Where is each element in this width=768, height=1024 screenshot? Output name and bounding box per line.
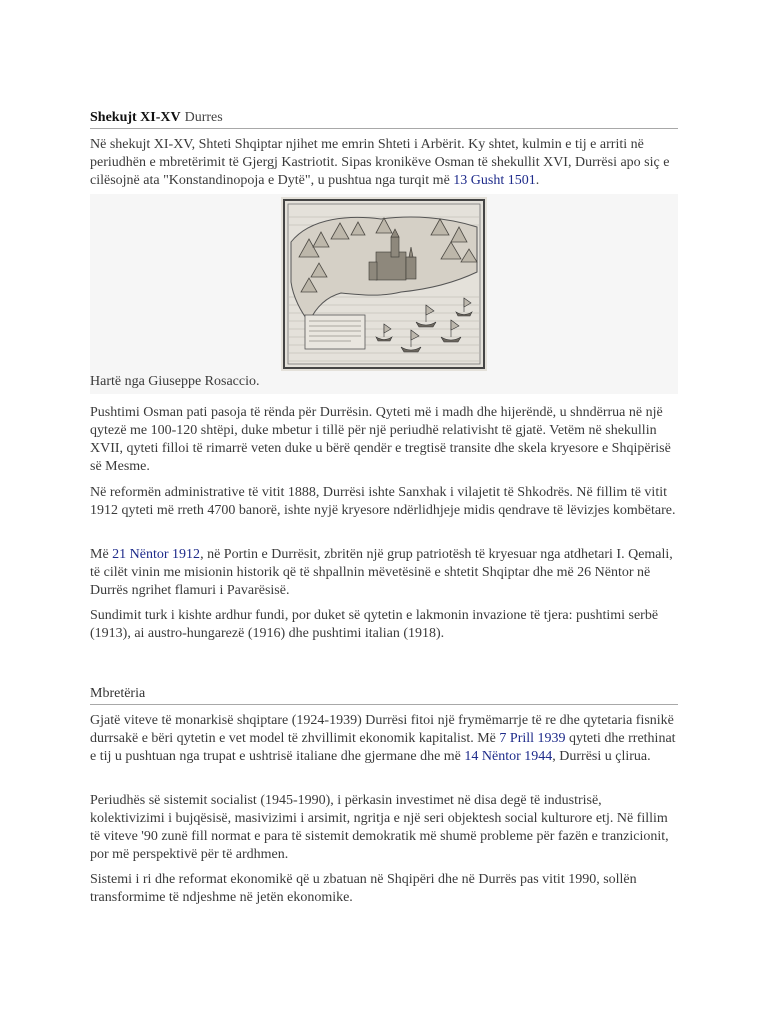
paragraph-text-end: . — [535, 173, 540, 188]
paragraph-economic-reform: Sistemi i ri dhe reformat ekonomikë që u zbatuan në Shqipëri dhe në Durrës pas vitit 1990, sollën transformime të ndjeshme në jetën ekonomike. — [90, 872, 637, 905]
link-7-prill-1939[interactable]: 7 Prill 1939 — [499, 731, 566, 746]
paragraph-ottoman-consequences: Pushtimi Osman pati pasoja të rënda për Durrësin. Qyteti më i madh dhe hijerëndë, u shndërrua në një qytezë me 100-120 shtëpi, duke mbetur i tillë për një periudhë relativisht të gjatë. Vetëm në shekullin XVII, qyteti filloi të rimarrë veten duke u bërë qendër e tregtisë transite dhe skela kryesore e Shqipërisë së Mesme. — [90, 405, 671, 474]
link-14-nentor-1944[interactable]: 14 Nëntor 1944 — [464, 749, 553, 764]
paragraph-independence — [90, 546, 678, 600]
paragraph-text: Në shekujt XI-XV, Shteti Shqiptar njihet me emrin Shteti i Arbërit. Ky shtet, kulmin e tij e arriti në periudhën e mbretërimit të Gjergj Kastriotit. Sipas kronikëve Osman të shekullit XVI, Durrësi apo siç e cilësojnë ata "Konstandinopoja e Dytë", u pushtua nga turqit më — [90, 137, 670, 188]
link-21-nentor-1912[interactable]: 21 Nëntor 1912 — [112, 547, 201, 562]
paragraph-monarchy — [90, 712, 678, 766]
section-heading-kingdom: Mbretëria — [90, 686, 678, 705]
paragraph-text-end: , Durrësi u çlirua. — [552, 749, 651, 764]
paragraph-text: Më — [90, 547, 113, 562]
paragraph-invasions: Sundimit turk i kishte ardhur fundi, por duket së qytetin e lakmonin invazione të tjera: pushtimi serbë (1913), ai austro-hungarezë (1916) dhe pushtimi italian (1918). — [90, 608, 659, 641]
figure-caption: Hartë nga Giuseppe Rosaccio. — [90, 374, 260, 389]
historic-map-icon — [281, 197, 487, 371]
paragraph-text: Gjatë viteve të monarkisë shqiptare (1924-1939) Durrësi fitoi një frymëmarrje të re dhe qytetaria fisnikë durrsakë e bëri qytetin e vet model të zhvillimit ekonomik kapitalist. Më — [90, 713, 674, 746]
section-title: Shekujt XI-XV — [90, 110, 181, 125]
paragraph-socialist-period: Periudhës së sistemit socialist (1945-1990), i përkasin investimet në disa degë të industrisë, kolektivizimi i bujqësisë, masivizimi i arsimit, ngritja e një seri objektesh social kulturore etj. Në fillim të viteve '90 zunë fill normat e para të sistemit demokratik më shumë probleme për fazën e tranzicionit, por më perspektivë për të ardhmen. — [90, 793, 669, 862]
section-location: Durres — [184, 110, 223, 125]
link-13-gusht-1501[interactable]: 13 Gusht 1501 — [453, 173, 536, 188]
section-heading-middle-ages — [90, 110, 678, 129]
paragraph-text-end: , në Portin e Durrësit, zbritën një grup patriotësh të kryesuar nga atdhetari I. Qemali, të cilët vinin me misionin historik që të shpallnin mëvetësinë e shtetit Shqiptar dhe më 26 Nëntor në Durrës ngrihet flamuri i Pavarësisë. — [90, 547, 673, 598]
paragraph-text-middle: qyteti dhe rrethinat e tij u pushtuan nga trupat e ushtrisë italiane dhe gjermane dhe më — [90, 731, 676, 764]
paragraph-administrative-reform: Në reformën administrative të vitit 1888, Durrësi ishte Sanxhak i vilajetit të Shkodrës. Në fillim të vitit 1912 qyteti më rreth 4700 banorë, ishte nyjë kryesore ndërlidhjeje midis qendrave të lëvizjes kombëtare. — [90, 485, 676, 518]
paragraph-ottoman-conquest — [90, 136, 678, 190]
map-figure — [90, 194, 678, 394]
